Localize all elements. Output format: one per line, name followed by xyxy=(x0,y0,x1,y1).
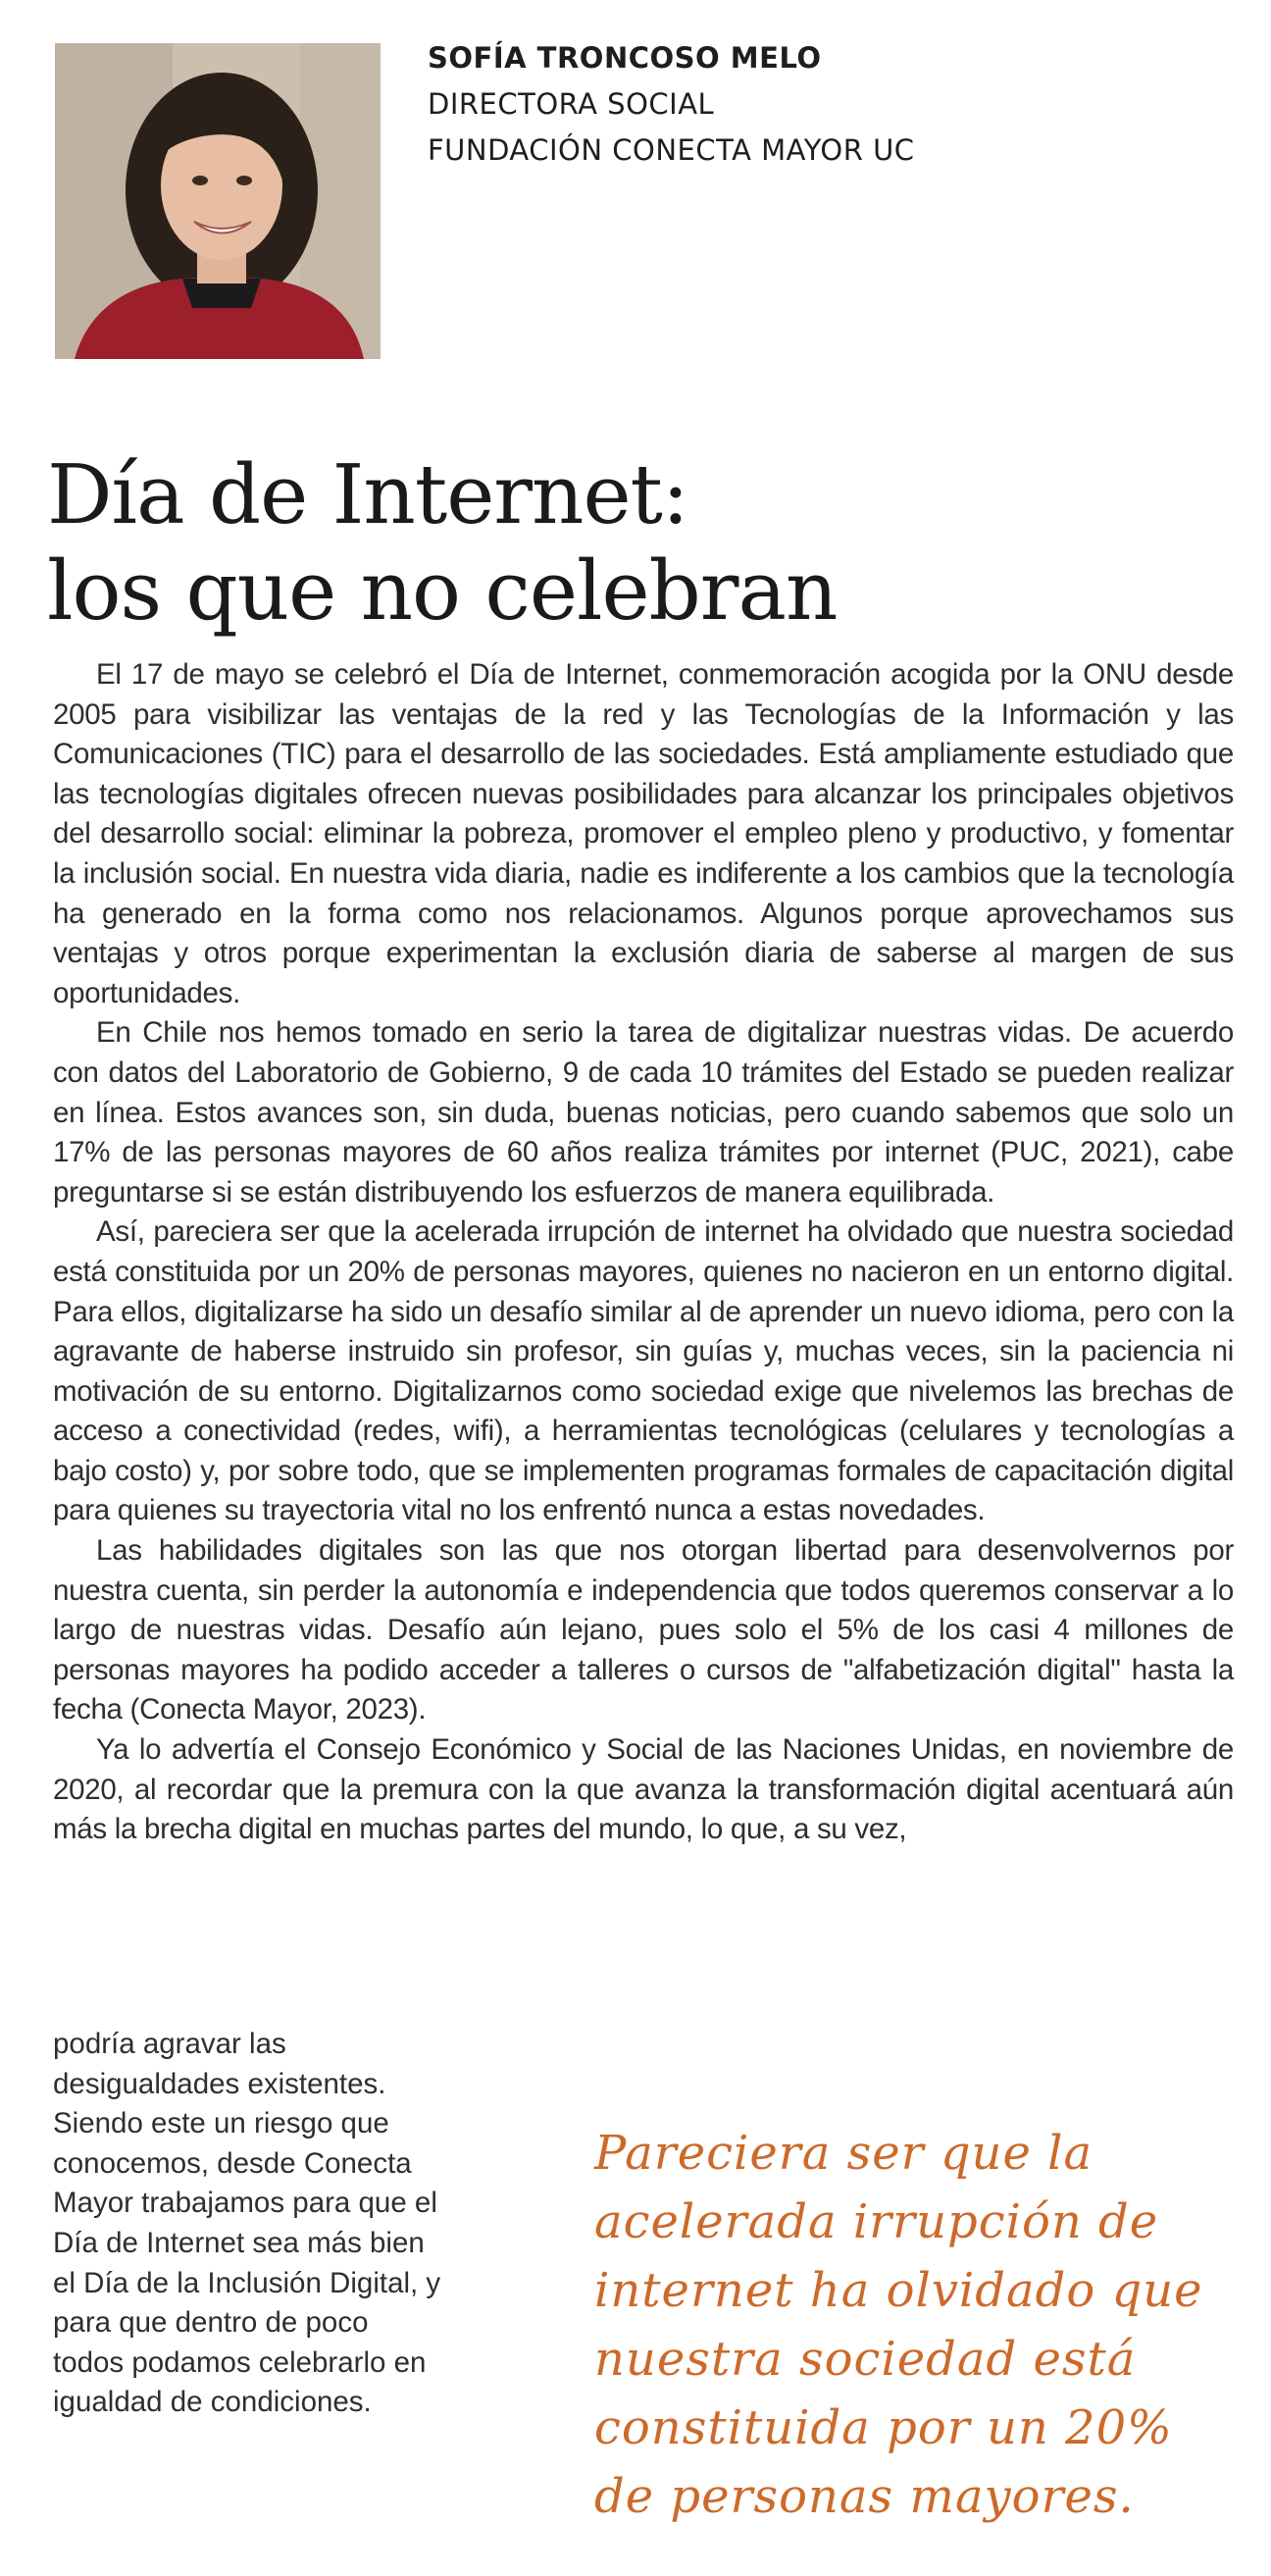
article-body xyxy=(53,655,1234,1850)
author-role: DIRECTORA SOCIAL xyxy=(428,87,715,121)
body-paragraph: Ya lo advertía el Consejo Económico y Social de las Naciones Unidas, en noviembre de 2020, al recordar que la premura con la que avanza la transformación digital acentuará aún más la brecha digital en muchas partes del mundo, lo que, a su vez, xyxy=(53,1733,1234,1846)
body-paragraph: En Chile nos hemos tomado en serio la tarea de digitalizar nuestras vidas. De acuerdo con datos del Laboratorio de Gobierno, 9 de cada 10 trámites del Estado se pueden realizar en línea. Estos avances son, sin duda, buenas noticias, pero cuando sabemos que solo un 17% de las personas mayores de 60 años realiza trámites por internet (PUC, 2021), cabe preguntarse si se están distribuyendo los esfuerzos de manera equilibrada. xyxy=(53,1016,1234,1209)
author-name: SOFÍA TRONCOSO MELO xyxy=(428,41,822,75)
pull-quote: Pareciera ser que la acelerada irrupción de internet ha olvidado que nuestra sociedad está constituida por un 20% de personas mayores. xyxy=(594,2126,1203,2524)
body-paragraph: Las habilidades digitales son las que nos otorgan libertad para desenvolvernos por nuestra cuenta, sin perder la autonomía e independencia que todos queremos conservar a lo largo de nuestras vidas. Desafío aún lejano, pues solo el 5% de los casi 4 millones de personas mayores ha podido acceder a talleres o cursos de "alfabetización digital" hasta la fecha (Conecta Mayor, 2023). xyxy=(53,1534,1234,1726)
body-paragraph: El 17 de mayo se celebró el Día de Internet, conmemoración acogida por la ONU desde 2005 para visibilizar las ventajas de la red y las Tecnologías de la Información y las Comunicaciones (TIC) para el desarrollo de las sociedades. Está ampliamente estudiado que las tecnologías digitales ofrecen nuevas posibilidades para alcanzar los principales objetivos del desarrollo social: eliminar la pobreza, promover el empleo pleno y productivo, y fomentar la inclusión social. En nuestra vida diaria, nadie es indiferente a los cambios que la tecnología ha generado en la forma como nos relacionamos. Algunos porque aprovechamos sus ventajas y otros porque experimentan la exclusión diaria de saberse al margen de sus oportunidades. xyxy=(53,658,1234,1009)
article-headline xyxy=(47,447,837,640)
author-byline xyxy=(428,35,915,174)
headline-line-2: los que no celebran xyxy=(47,543,838,639)
author-photo xyxy=(55,43,381,359)
author-organization: FUNDACIÓN CONECTA MAYOR UC xyxy=(428,133,915,167)
article-closing: podría agravar las desigualdades existentes. Siendo este un riesgo que conocemos, desde Conecta Mayor trabajamos para que el Día de Internet sea más bien el Día de la Inclusión Digital, y para que dentro de poco todos podamos celebrarlo en igualdad de condiciones. xyxy=(53,2028,441,2419)
body-paragraph: Así, pareciera ser que la acelerada irrupción de internet ha olvidado que nuestra sociedad está constituida por un 20% de personas mayores, quienes no nacieron en un entorno digital. Para ellos, digitalizarse ha sido un desafío similar al de aprender un nuevo idioma, pero con la agravante de haberse instruido sin profesor, sin guías y, muchas veces, sin la paciencia ni motivación de su entorno. Digitalizarnos como sociedad exige que nivelemos las brechas de acceso a conectividad (redes, wifi), a herramientas tecnológicas (celulares y tecnologías a bajo costo) y, por sobre todo, que se implementen programas formales de capacitación digital para quienes su trayectoria vital no los enfrentó nunca a estas novedades. xyxy=(53,1215,1234,1527)
headline-line-1: Día de Internet: xyxy=(47,447,688,542)
